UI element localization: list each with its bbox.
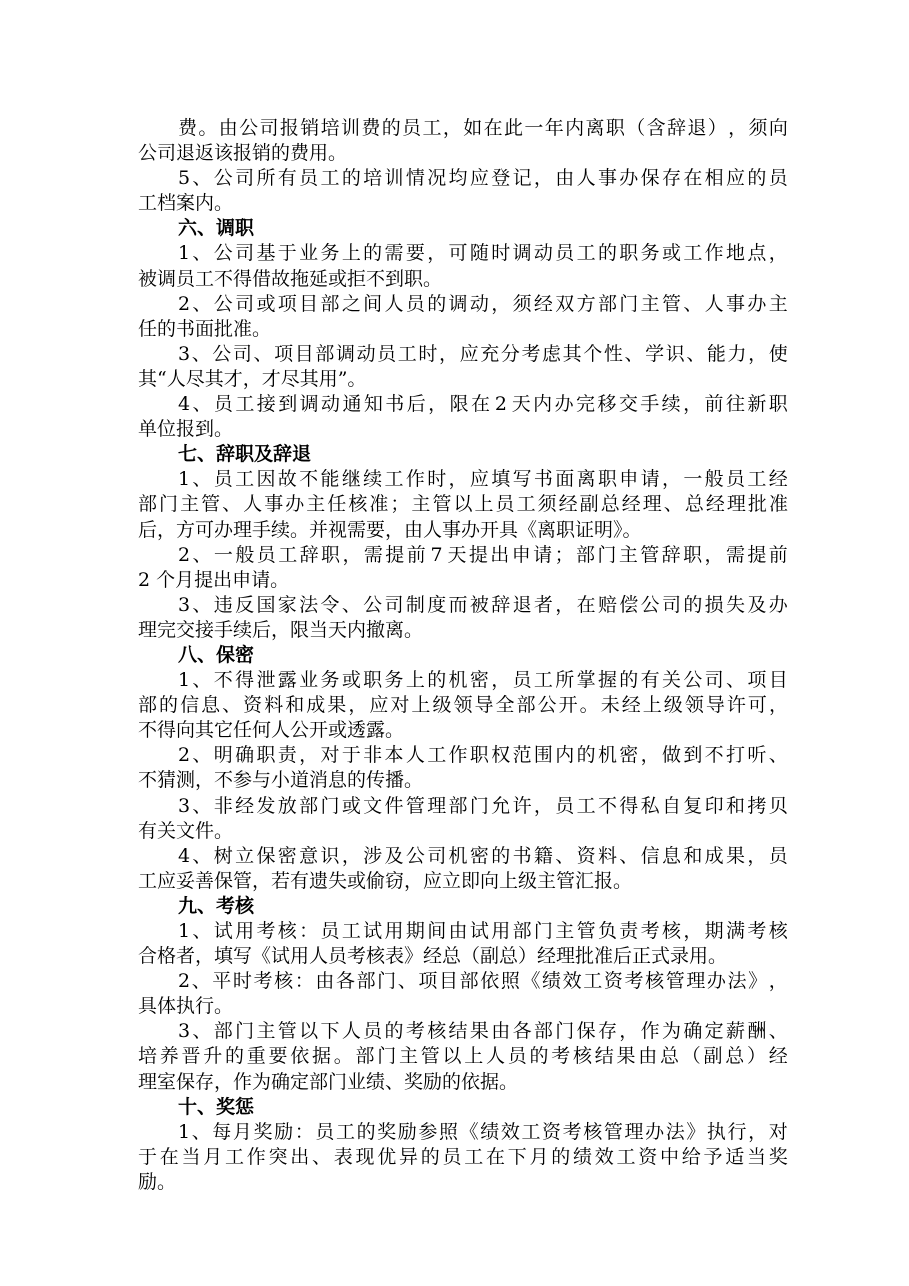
- paragraph: [138, 116, 788, 166]
- paragraph-line: 费 。 由 公 司 报 销 培 训 费 的 员 工 ， 如 在 此 一 年 内 离 职 （ 含 辞 退 ） ， 须 向: [178, 117, 788, 139]
- paragraph-line: 1 、 公 司 基 于 业 务 上 的 需 要 ， 可 随 时 调 动 员 工 的 职 务 或 工 作 地 点 ，: [178, 242, 788, 265]
- paragraph-line: 于 在 当 月 工 作 突 出 、 表 现 优 异 的 员 工 在 下 月 的 绩 效 工 资 中 给 予 适 当 奖: [138, 1145, 788, 1168]
- paragraph-line: 1 、 试 用 考 核 ： 员 工 试 用 期 间 由 试 用 部 门 主 管 负 责 考 核 ， 期 满 考 核: [178, 920, 788, 942]
- section-heading: 八、保密: [178, 643, 255, 666]
- paragraph-line: 1 、 员 工 因 故 不 能 继 续 工 作 时 ， 应 填 写 书 面 离 职 申 请 ， 一 般 员 工 经: [178, 468, 788, 491]
- paragraph-line: 2 个月提出申请。: [138, 568, 290, 591]
- paragraph-line: 3 、 部 门 主 管 以 下 人 员 的 考 核 结 果 由 各 部 门 保 存 ， 作 为 确 定 薪 酬 、: [178, 1020, 788, 1043]
- paragraph-line: 2 、 明 确 职 责 ， 对 于 非 本 人 工 作 职 权 范 围 内 的 机 密 ， 做 到 不 打 听 、: [178, 744, 788, 767]
- paragraph-line: 3 、 违 反 国 家 法 令 、 公 司 制 度 而 被 辞 退 者 ， 在 赔 偿 公 司 的 损 失 及 办: [178, 593, 788, 616]
- paragraph-line: 被调员工不得借故拖延或拒不到职。: [138, 267, 443, 290]
- paragraph: [138, 969, 788, 1019]
- paragraph-line: 公司退返该报销的费用。: [138, 142, 348, 165]
- paragraph: [138, 844, 788, 894]
- paragraph-line: 2 、 一 般 员 工 辞 职 ， 需 提 前 7 天 提 出 申 请 ； 部 门 主 管 辞 职 ， 需 提 前: [178, 543, 788, 566]
- paragraph-line: 4 、 树 立 保 密 意 识 ， 涉 及 公 司 机 密 的 书 籍 、 资 料 、 信 息 和 成 果 ， 员: [178, 844, 788, 867]
- paragraph: [138, 743, 788, 793]
- paragraph: [138, 392, 788, 442]
- paragraph-line: 2 、 公 司 或 项 目 部 之 间 人 员 的 调 动 ， 须 经 双 方 部 门 主 管 、 人 事 办 主: [178, 292, 788, 315]
- section-heading: 十、奖惩: [178, 1095, 255, 1118]
- paragraph-line: 1 、 不 得 泄 露 业 务 或 职 务 上 的 机 密 ， 员 工 所 掌 握 的 有 关 公 司 、 项 目: [178, 669, 788, 692]
- paragraph-line: 合格者，填写《试用人员考核表》经总（副总）经理批准后正式录用。: [138, 945, 728, 968]
- paragraph: [138, 919, 788, 969]
- paragraph: [138, 467, 788, 542]
- paragraph-line: 3 、 公 司 、 项 目 部 调 动 员 工 时 ， 应 充 分 考 虑 其 个 性 、 学 识 、 能 力 ， 使: [178, 342, 788, 365]
- paragraph-line: 工档案内。: [138, 192, 234, 215]
- paragraph-line: 不得向其它任何人公开或透露。: [138, 719, 405, 742]
- paragraph-line: 理室保存，作为确定部门业绩、奖励的依据。: [138, 1070, 519, 1093]
- paragraph-line: 工应妥善保管，若有遗失或偷窃，应立即向上级主管汇报。: [138, 869, 633, 892]
- paragraph-line: 培 养 晋 升 的 重 要 依 据 。 部 门 主 管 以 上 人 员 的 考 核 结 果 由 总 （ 副 总 ） 经: [138, 1045, 788, 1068]
- paragraph: [138, 1120, 788, 1195]
- paragraph-line: 励。: [138, 1170, 177, 1193]
- paragraph-line: 2 、 平 时 考 核 ： 由 各 部 门 、 项 目 部 依 照 《 绩 效 工 资 考 核 管 理 办 法 》 ，: [178, 970, 788, 993]
- document-body: [138, 116, 788, 1195]
- paragraph: [138, 543, 788, 593]
- paragraph: [138, 292, 788, 342]
- paragraph-line: 单位报到。: [138, 418, 234, 441]
- paragraph-line: 4 、 员 工 接 到 调 动 通 知 书 后 ， 限 在 2 天 内 办 完 移 交 手 续 ， 前 往 新 职: [178, 393, 788, 416]
- paragraph-line: 不猜测，不参与小道消息的传播。: [138, 769, 424, 792]
- paragraph-line: 具体执行。: [138, 995, 234, 1018]
- paragraph-line: 理完交接手续后，限当天内撤离。: [138, 618, 424, 641]
- paragraph-line: 后，方可办理手续。并视需要，由人事办开具《离职证明》。: [138, 518, 642, 541]
- paragraph: [138, 794, 788, 844]
- paragraph: [138, 1019, 788, 1094]
- paragraph-line: 5 、 公 司 所 有 员 工 的 培 训 情 况 均 应 登 记 ， 由 人 事 办 保 存 在 相 应 的 员: [178, 167, 788, 190]
- section-heading: 九、考核: [178, 894, 255, 917]
- paragraph-line: 任的书面批准。: [138, 317, 272, 340]
- paragraph-line: 部 的 信 息 、 资 料 和 成 果 ， 应 对 上 级 领 导 全 部 公 开 。 未 经 上 级 领 导 许 可 ，: [138, 694, 788, 717]
- paragraph: [138, 342, 788, 392]
- paragraph-line: 有关文件。: [138, 819, 234, 842]
- section-heading: 六、调职: [178, 217, 255, 240]
- paragraph: [138, 166, 788, 216]
- paragraph-line: 部 门 主 管 、 人 事 办 主 任 核 准 ； 主 管 以 上 员 工 须 经 副 总 经 理 、 总 经 理 批 准: [138, 493, 788, 516]
- paragraph-line: 1 、 每 月 奖 励 ： 员 工 的 奖 励 参 照 《 绩 效 工 资 考 核 管 理 办 法 》 执 行 ， 对: [178, 1120, 788, 1143]
- paragraph: [138, 241, 788, 291]
- paragraph: [138, 668, 788, 743]
- paragraph-line: 其“人尽其才，才尽其用”。: [138, 367, 367, 390]
- paragraph-line: 3 、 非 经 发 放 部 门 或 文 件 管 理 部 门 允 许 ， 员 工 不 得 私 自 复 印 和 拷 贝: [178, 794, 788, 817]
- section-heading: 七、辞职及辞退: [178, 443, 312, 466]
- paragraph: [138, 593, 788, 643]
